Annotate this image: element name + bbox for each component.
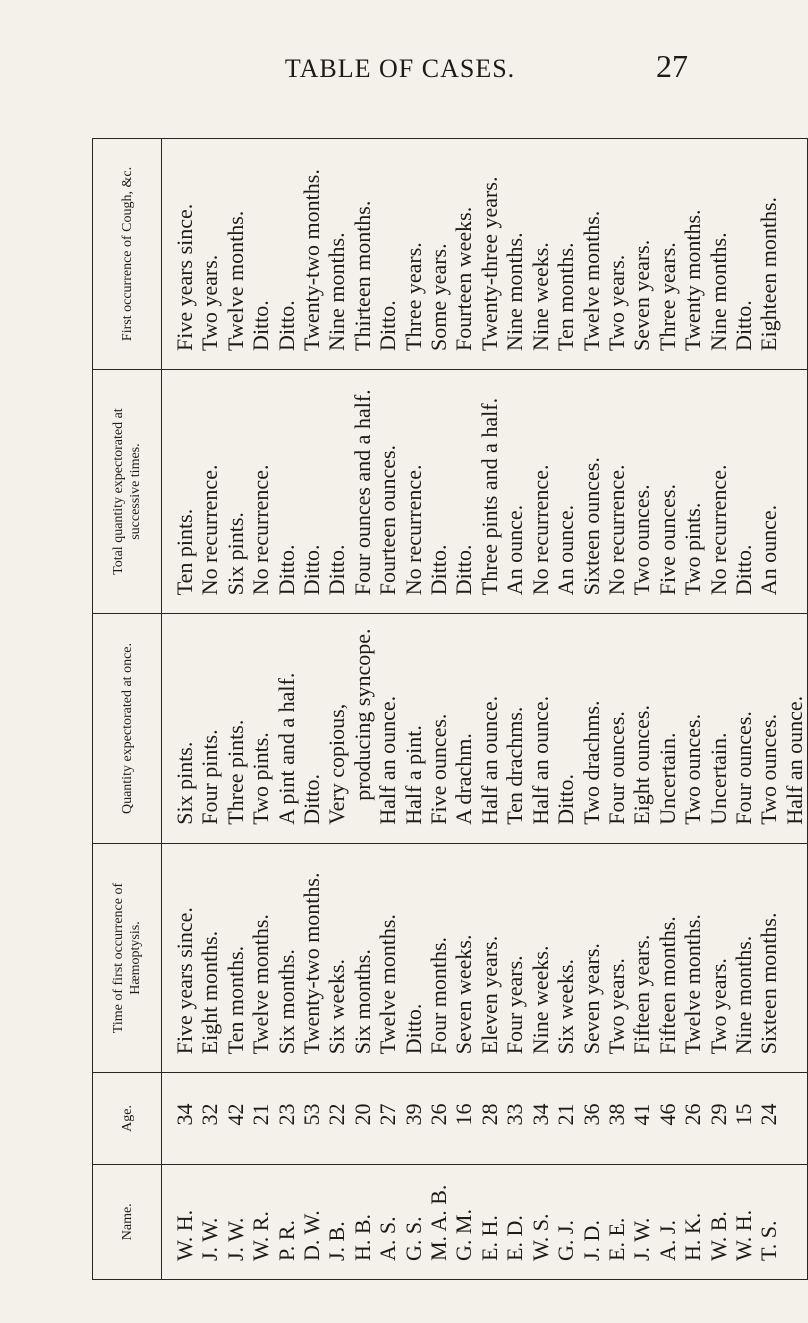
first-cough-entry: Nine weeks. bbox=[527, 242, 553, 351]
name-entry: M. A. B. bbox=[426, 1184, 452, 1261]
quantity-entry: producing syncope. bbox=[349, 628, 375, 801]
total-quantity-entry: Ditto. bbox=[299, 544, 325, 596]
total-quantity-entry: Five ounces. bbox=[654, 484, 680, 596]
name-entry: A. J. bbox=[654, 1220, 680, 1261]
total-quantity-entry: Ditto. bbox=[273, 544, 299, 596]
name-entry: G. S. bbox=[400, 1216, 426, 1261]
quantity-entry: A pint and a half. bbox=[273, 672, 299, 825]
name-entry: E. D. bbox=[502, 1215, 528, 1261]
age-entry: 34 bbox=[527, 1103, 553, 1126]
cases-table bbox=[92, 138, 808, 1280]
age-entry: 42 bbox=[222, 1103, 248, 1126]
ages-column bbox=[172, 1083, 782, 1145]
haemoptysis-time-entry: Twenty-two months. bbox=[299, 872, 325, 1055]
first-cough-entry: Nine months. bbox=[502, 232, 528, 351]
first-cough-entry: Fourteen weeks. bbox=[451, 206, 477, 351]
haemoptysis-time-entry: Seven weeks. bbox=[451, 934, 477, 1055]
name-entry: T. S. bbox=[756, 1220, 782, 1261]
haemoptysis-time-entry: Five years since. bbox=[172, 907, 197, 1055]
quantity-entry: Uncertain. bbox=[654, 732, 680, 825]
age-entry: 16 bbox=[451, 1103, 477, 1126]
total-quantity-entry: Fourteen ounces. bbox=[375, 444, 401, 596]
total-cell bbox=[162, 369, 808, 613]
first-cough-entry: Some years. bbox=[426, 243, 452, 351]
total-quantity-entry: Two pints. bbox=[680, 502, 706, 596]
first-cough-entry: Ditto. bbox=[248, 300, 274, 351]
total-quantity-entry: Four ounces and a half. bbox=[349, 389, 375, 596]
total-quantity-entry: An ounce. bbox=[756, 504, 782, 596]
name-entry: W. H. bbox=[730, 1209, 756, 1261]
name-entry: J. W. bbox=[197, 1217, 223, 1261]
age-entry: 21 bbox=[248, 1103, 274, 1126]
age-entry: 53 bbox=[299, 1103, 325, 1126]
total-quantity-entry: Ditto. bbox=[324, 544, 350, 596]
first-cough-entry: Five years since. bbox=[172, 203, 197, 351]
haemoptysis-time-entry: Twelve months. bbox=[680, 914, 706, 1055]
name-entry: W. S. bbox=[527, 1213, 553, 1261]
quantity-entry: Four ounces. bbox=[603, 711, 629, 825]
quantity-entry: A drachm. bbox=[451, 733, 477, 825]
first-cough-entry: Thirteen months. bbox=[349, 200, 375, 351]
first-cough-entry: Twelve months. bbox=[222, 210, 248, 351]
first-cough-entry: Twenty-three years. bbox=[476, 176, 502, 351]
total-quantity-entry: Ten pints. bbox=[172, 508, 197, 596]
total-quantity-entry: No recurrence. bbox=[705, 464, 731, 596]
names-column bbox=[172, 1175, 782, 1261]
age-entry: 15 bbox=[730, 1103, 756, 1126]
name-entry: E. H. bbox=[476, 1215, 502, 1261]
haemoptysis-time-entry: Nine weeks. bbox=[527, 945, 553, 1055]
header-first-cough: First occurrence of Cough, &c. bbox=[93, 139, 162, 370]
quantity-entry: Two ounces. bbox=[680, 713, 706, 825]
haemoptysis-time-entry: Ditto. bbox=[400, 1003, 426, 1055]
total-quantity-entry: No recurrence. bbox=[248, 464, 274, 596]
name-entry: E. E. bbox=[603, 1217, 629, 1261]
haemoptysis-time-entry: Eleven years. bbox=[476, 935, 502, 1055]
total-quantity-entry: Two ounces. bbox=[629, 484, 655, 596]
first-cough-column bbox=[172, 149, 782, 351]
quantity-entry: Eight ounces. bbox=[629, 705, 655, 825]
total-quantity-entry: No recurrence. bbox=[527, 464, 553, 596]
total-quantity-entry: Ditto. bbox=[451, 544, 477, 596]
age-entry: 21 bbox=[553, 1103, 579, 1126]
time-haemoptysis-column bbox=[172, 854, 782, 1055]
quantity-entry: Four ounces. bbox=[730, 711, 756, 825]
age-entry: 28 bbox=[476, 1103, 502, 1126]
first-cough-entry: Ditto. bbox=[730, 300, 756, 351]
age-entry: 20 bbox=[349, 1103, 375, 1126]
name-entry: D. W. bbox=[299, 1210, 325, 1261]
age-entry: 36 bbox=[578, 1103, 604, 1126]
total-quantity-entry: No recurrence. bbox=[603, 464, 629, 596]
age-entry: 39 bbox=[400, 1103, 426, 1126]
age-entry: 24 bbox=[756, 1103, 782, 1126]
quantity-entry: Half an ounce. bbox=[527, 695, 553, 825]
first-cough-entry: Ditto. bbox=[273, 300, 299, 351]
haemoptysis-time-entry: Four years. bbox=[502, 955, 528, 1055]
quantity-entry: Half an ounce. bbox=[781, 695, 807, 825]
quantity-entry: Ten drachms. bbox=[502, 706, 528, 825]
first-cough-entry: Twenty-two months. bbox=[299, 169, 325, 351]
first-cough-cell bbox=[162, 139, 808, 370]
first-cough-entry: Three years. bbox=[400, 242, 426, 351]
age-entry: 32 bbox=[197, 1103, 223, 1126]
total-quantity-entry: An ounce. bbox=[502, 504, 528, 596]
quantity-entry: Five ounces. bbox=[426, 713, 452, 825]
page-number: 27 bbox=[656, 48, 688, 84]
total-quantity-column bbox=[172, 380, 782, 595]
quantity-entry: Ditto. bbox=[299, 774, 325, 825]
first-cough-entry: Two years. bbox=[603, 254, 629, 351]
age-entry: 38 bbox=[603, 1103, 629, 1126]
haemoptysis-time-entry: Twelve months. bbox=[248, 914, 274, 1055]
table-of-cases bbox=[92, 138, 807, 1280]
first-cough-entry: Ditto. bbox=[375, 300, 401, 351]
quantity-entry: Four pints. bbox=[197, 729, 223, 825]
age-entry: 27 bbox=[375, 1103, 401, 1126]
quantity-entry: Two drachms. bbox=[578, 700, 604, 825]
name-entry: W. H. bbox=[172, 1209, 197, 1261]
header-time-haemoptysis: Time of first occurrence of Hæmoptysis. bbox=[93, 843, 162, 1073]
quantity-entry: Six pints. bbox=[172, 741, 197, 825]
haemoptysis-time-entry: Two years. bbox=[603, 958, 629, 1055]
quantity-once-column bbox=[172, 624, 807, 825]
first-cough-entry: Nine months. bbox=[705, 232, 731, 351]
first-cough-entry: Seven years. bbox=[629, 239, 655, 351]
name-entry: H. K. bbox=[680, 1212, 706, 1261]
total-quantity-entry: No recurrence. bbox=[197, 464, 223, 596]
age-entry: 26 bbox=[680, 1103, 706, 1126]
name-entry: W. B. bbox=[705, 1211, 731, 1261]
haemoptysis-time-entry: Nine months. bbox=[730, 935, 756, 1055]
ages-cell bbox=[162, 1073, 808, 1164]
quantity-cell bbox=[162, 614, 808, 844]
total-quantity-entry: Ditto. bbox=[426, 544, 452, 596]
quantity-entry: Ditto. bbox=[553, 774, 579, 825]
haemoptysis-time-entry: Seven years. bbox=[578, 943, 604, 1055]
total-quantity-entry: No recurrence. bbox=[400, 464, 426, 596]
age-entry: 46 bbox=[654, 1103, 680, 1126]
age-entry: 22 bbox=[324, 1103, 350, 1126]
first-cough-entry: Nine months. bbox=[324, 232, 350, 351]
quantity-entry: Half a pint. bbox=[400, 725, 426, 825]
header-age: Age. bbox=[93, 1073, 162, 1164]
total-quantity-entry: An ounce. bbox=[553, 504, 579, 596]
total-quantity-entry: Six pints. bbox=[222, 512, 248, 596]
name-entry: W. R. bbox=[248, 1211, 274, 1261]
haemoptysis-time-entry: Six months. bbox=[349, 949, 375, 1055]
name-entry: J. D. bbox=[578, 1220, 604, 1261]
haemoptysis-time-entry: Ten months. bbox=[222, 945, 248, 1055]
quantity-entry: Two pints. bbox=[248, 732, 274, 825]
page-header bbox=[0, 44, 800, 104]
haemoptysis-time-entry: Six weeks. bbox=[324, 958, 350, 1055]
haemoptysis-time-entry: Sixteen months. bbox=[756, 912, 782, 1055]
haemoptysis-time-entry: Eight months. bbox=[197, 930, 223, 1055]
name-entry: J. W. bbox=[222, 1217, 248, 1261]
age-entry: 26 bbox=[426, 1103, 452, 1126]
age-entry: 33 bbox=[502, 1103, 528, 1126]
haemoptysis-time-entry: Twelve months. bbox=[375, 914, 401, 1055]
name-entry: G. M. bbox=[451, 1209, 477, 1261]
time-cell bbox=[162, 843, 808, 1073]
running-title: TABLE OF CASES. bbox=[284, 54, 516, 83]
haemoptysis-time-entry: Four months. bbox=[426, 936, 452, 1055]
haemoptysis-time-entry: Six weeks. bbox=[553, 958, 579, 1055]
quantity-entry: Three pints. bbox=[222, 719, 248, 825]
age-entry: 23 bbox=[273, 1103, 299, 1126]
age-entry: 29 bbox=[705, 1103, 731, 1126]
first-cough-entry: Two years. bbox=[197, 254, 223, 351]
first-cough-entry: Three years. bbox=[654, 242, 680, 351]
total-quantity-entry: Three pints and a half. bbox=[476, 397, 502, 596]
header-quantity-once: Quantity expectorated at once. bbox=[93, 614, 162, 844]
name-entry: G. J. bbox=[553, 1220, 579, 1261]
total-quantity-entry: Sixteen ounces. bbox=[578, 457, 604, 596]
first-cough-entry: Eighteen months. bbox=[756, 196, 782, 351]
quantity-entry: Two ounces. bbox=[756, 713, 782, 825]
first-cough-entry: Twelve months. bbox=[578, 210, 604, 351]
first-cough-entry: Ten months. bbox=[553, 242, 579, 351]
name-entry: J. B. bbox=[324, 1221, 350, 1261]
first-cough-entry: Twenty months. bbox=[680, 209, 706, 351]
name-entry: J. W. bbox=[629, 1217, 655, 1261]
header-name: Name. bbox=[93, 1164, 162, 1279]
name-entry: H. B. bbox=[349, 1213, 375, 1261]
age-entry: 41 bbox=[629, 1103, 655, 1126]
haemoptysis-time-entry: Fifteen years. bbox=[629, 934, 655, 1055]
total-quantity-entry: Ditto. bbox=[730, 544, 756, 596]
names-cell bbox=[162, 1164, 808, 1279]
haemoptysis-time-entry: Fifteen months. bbox=[654, 916, 680, 1055]
quantity-entry: Uncertain. bbox=[705, 732, 731, 825]
name-entry: P. R. bbox=[273, 1220, 299, 1261]
header-total-quantity: Total quantity expectorated at successive times. bbox=[93, 369, 162, 613]
quantity-entry: Half an ounce. bbox=[375, 695, 401, 825]
haemoptysis-time-entry: Six months. bbox=[273, 949, 299, 1055]
haemoptysis-time-entry: Two years. bbox=[705, 958, 731, 1055]
name-entry: A. S. bbox=[375, 1216, 401, 1261]
quantity-entry: Very copious, bbox=[324, 703, 350, 825]
quantity-entry: Half an ounce. bbox=[476, 695, 502, 825]
age-entry: 34 bbox=[172, 1103, 197, 1126]
